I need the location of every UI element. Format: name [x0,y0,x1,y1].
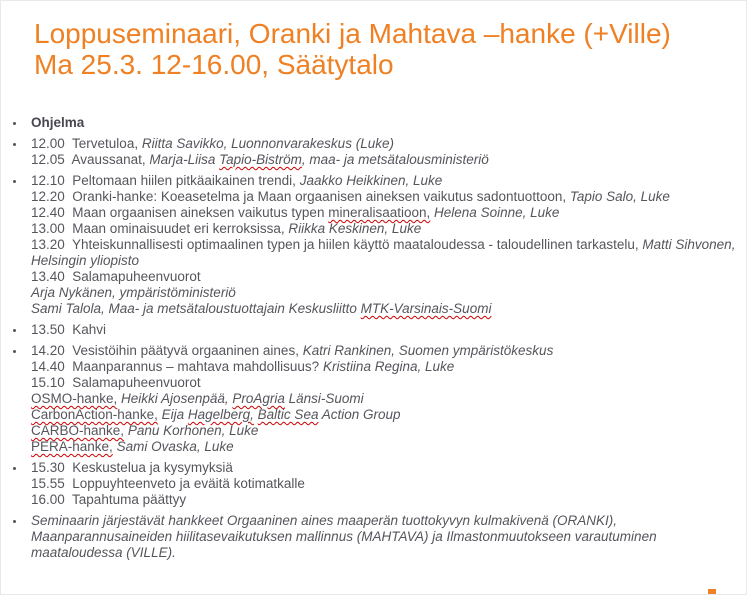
text-segment: Riikka Keskinen, Luke [288,221,422,236]
agenda-bullet-content [31,136,744,168]
agenda-bullet-item [11,460,744,508]
agenda-line [31,439,744,455]
agenda-bullet-content [31,343,744,455]
text-segment: 13.40 Salamapuheenvuorot [31,269,201,284]
text-segment: Eija [161,407,188,422]
text-segment: Marja-Liisa [149,152,220,167]
text-segment: 12.10 Peltomaan hiilen pitkäaikainen trendi, [31,173,300,188]
agenda-line [31,322,744,338]
agenda-bullet-content [31,513,744,561]
text-segment: 12.05 Avaussanat, [31,152,150,167]
bullet-icon [11,460,31,508]
bullet-icon [11,343,31,455]
text-segment: Seminaarin järjestävät hankkeet Orgaaninen aines maaperän tuottokyvyn kulmakivenä (ORANKI), Maanparannusaineiden hiilitasevaikutuksen mallinnus (MAHTAVA) ja Ilmastonmuutokseen varautuminen maataloudessa (VILLE). [31,513,661,560]
slide-title [34,18,734,80]
agenda-line [31,221,744,237]
text-segment: CARBO-hanke, [31,423,125,438]
agenda-line [31,476,744,492]
text-segment: Panu Korhonen, Luke [127,423,259,438]
bullet-icon [11,322,31,338]
text-segment: ProAgria [232,391,285,406]
agenda-line [31,391,744,407]
agenda-line [31,285,744,301]
text-segment: Matti Sihvonen, Helsingin yliopisto [31,237,740,268]
agenda-bullet-content [31,460,744,508]
agenda-line [31,269,744,285]
agenda-bullet-item [11,513,744,561]
text-segment: , maa- ja metsätalousministeriö [301,152,489,167]
agenda-bullet-item [11,115,744,131]
text-segment: 12.00 Tervetuloa, [31,136,142,151]
agenda-line [31,173,744,189]
text-segment: 16.00 Tapahtuma päättyy [31,492,187,507]
agenda-line [31,407,744,423]
text-segment: MTK-Varsinais-Suomi [360,301,492,316]
text-segment: 15.30 Keskustelua ja kysymyksiä [31,460,233,475]
text-segment: Kristiina Regina, Luke [322,359,455,374]
text-segment: Baltic Sea [257,407,319,422]
agenda-line [31,237,744,269]
bullet-icon [11,513,31,561]
text-segment: Länsi-Suomi [284,391,364,406]
agenda-line [31,152,744,168]
agenda-line [31,492,744,508]
agenda-list [11,115,744,566]
text-segment: Hagelberg, [187,407,254,422]
text-segment: CarbonAction-hanke, [31,407,158,422]
agenda-line [31,460,744,476]
text-segment: Ohjelma [31,115,85,130]
text-segment: 14.40 Maanparannus – mahtava mahdollisuus? [31,359,323,374]
bullet-icon [11,115,31,131]
bullet-icon [11,173,31,317]
agenda-bullet-item [11,322,744,338]
text-segment: Tapio-Biström [219,152,302,167]
agenda-line [31,359,744,375]
agenda-bullet-content [31,173,744,317]
text-segment: 13.50 Kahvi [31,322,107,337]
agenda-bullet-item [11,343,744,455]
text-segment: 13.00 Maan ominaisuudet eri kerroksissa, [31,221,289,236]
slide-title-line1: Loppuseminaari, Oranki ja Mahtava –hanke (+Ville) [34,18,671,49]
text-segment: 12.40 Maan orgaanisen aineksen vaikutus typen [31,205,329,220]
text-segment: mineralisaatioon, [328,205,431,220]
agenda-bullet-item [11,173,744,317]
text-segment: Heikki Ajosenpää, [121,391,233,406]
agenda-line [31,115,744,131]
text-segment: Sami Ovaska, Luke [116,439,234,454]
text-segment: Action Group [318,407,401,422]
agenda-bullet-item [11,136,744,168]
agenda-bullet-content [31,322,744,338]
agenda-line [31,513,744,561]
text-segment: Helena Soinne, Luke [434,205,560,220]
text-segment: 14.20 Vesistöihin päätyvä orgaaninen aines, [31,343,303,358]
text-segment: Tapio Salo, Luke [569,189,670,204]
agenda-line [31,301,744,317]
text-segment: 15.55 Loppuyhteenveto ja eväitä kotimatkalle [31,476,305,491]
agenda-line [31,343,744,359]
agenda-bullet-content [31,115,744,131]
text-segment: Katri Rankinen, Suomen ympäristökeskus [302,343,554,358]
text-segment: OSMO-hanke, [31,391,118,406]
text-segment: PERA-hanke, [31,439,113,454]
text-segment: Sami Talola, Maa- ja metsätaloustuottajain Keskusliitto [31,301,361,316]
text-segment: 12.20 Oranki-hanke: Koeasetelma ja Maan orgaanisen aineksen vaikutus sadontuottoon, [31,189,570,204]
text-segment: Riitta Savikko, Luonnonvarakeskus (Luke) [141,136,394,151]
text-segment: Arja Nykänen, ympäristöministeriö [31,285,236,300]
slide-accent-square [708,589,716,595]
agenda-line [31,423,744,439]
agenda-line [31,136,744,152]
bullet-icon [11,136,31,168]
slide-title-line2: Ma 25.3. 12-16.00, Säätytalo [34,49,394,80]
text-segment: 15.10 Salamapuheenvuorot [31,375,201,390]
text-segment: Jaakko Heikkinen, Luke [299,173,443,188]
text-segment: 13.20 Yhteiskunnallisesti optimaalinen typen ja hiilen käyttö maataloudessa - taloudellinen tarkastelu, [31,237,643,252]
agenda-line [31,189,744,205]
agenda-line [31,375,744,391]
agenda-line [31,205,744,221]
